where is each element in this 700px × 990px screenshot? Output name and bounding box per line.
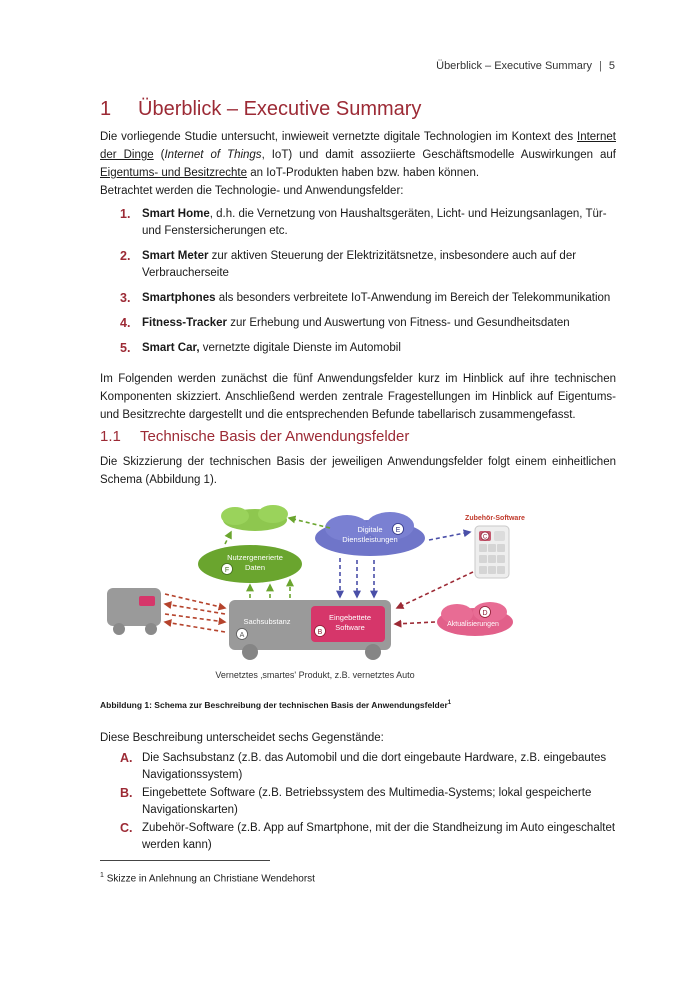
- list-item: [120, 750, 616, 784]
- accessory-software: [465, 515, 525, 578]
- intro-text-1: Die vorliegende Studie untersucht, inwieweit vernetzte digitale Technologien im Kontext des: [100, 131, 577, 143]
- running-title: Überblick – Executive Summary: [436, 60, 593, 72]
- field-text: zur Erhebung und Auswertung von Fitness- und Gesundheitsdaten: [227, 317, 570, 329]
- list-item: [120, 290, 616, 307]
- letter-e: E: [395, 527, 401, 534]
- intro-text-2: (: [153, 149, 165, 161]
- footnote-number: 1: [100, 872, 104, 879]
- list-item: [120, 248, 616, 282]
- field-text: vernetzte digitale Dienste im Automobil: [199, 342, 401, 354]
- figure-caption: [100, 700, 451, 710]
- link-internet-der-dinge[interactable]: Internet der Dinge: [100, 131, 616, 161]
- letter-c: C: [482, 534, 488, 541]
- external-device: [107, 588, 161, 635]
- field-text: als besonders verbreitete IoT-Anwendung im Bereich der Telekommunikation: [215, 292, 611, 304]
- component-text: Zubehör-Software (z.B. App auf Smartphone, mit der die Standheizung im Auto eingeschaltet werden kann): [142, 822, 616, 851]
- section-heading: [100, 98, 421, 121]
- list-marker: 4.: [120, 316, 131, 330]
- list-marker: 2.: [120, 249, 131, 263]
- running-header: Überblick – Executive Summary | 5: [436, 60, 615, 72]
- fields-list: [120, 206, 616, 365]
- component-text: Eingebettete Software (z.B. Betriebssystem des Multimedia-Systems; lokal gespeicherte Navigationskarten): [142, 787, 592, 816]
- subsection-number: 1.1: [100, 428, 121, 445]
- list-item: [120, 820, 616, 854]
- list-marker: B.: [120, 786, 133, 800]
- letter-a: A: [239, 632, 245, 639]
- list-marker: 3.: [120, 291, 131, 305]
- embedded-label-2: Software: [335, 623, 365, 632]
- services-cloud: [315, 512, 425, 556]
- intro-italic: Internet of Things: [164, 149, 262, 161]
- embedded-label: Eingebettete: [328, 613, 372, 622]
- data-cloud: [221, 505, 288, 531]
- services-label: Digitale: [357, 525, 383, 534]
- letter-d: D: [482, 610, 488, 617]
- list-item: [120, 785, 616, 819]
- updates-cloud: [437, 602, 513, 636]
- components-list: [120, 750, 616, 855]
- list-marker: 5.: [120, 341, 131, 355]
- section-number: 1: [100, 98, 112, 120]
- page-number: 5: [608, 60, 615, 72]
- substance-label: Sachsubstanz: [243, 617, 291, 626]
- letter-f: F: [224, 567, 230, 574]
- intro-text-4: an IoT-Produkten haben bzw. haben können.: [247, 167, 480, 179]
- footnote: [100, 872, 315, 884]
- summary-paragraph: Im Folgenden werden zunächst die fünf Anwendungsfelder kurz im Hinblick auf ihre technischen Komponenten skizziert. Anschließend werden zentrale Fragestellungen im Hinblick auf Eigentums- und Besitzrechte dargestellt und die entsprechenden Befunde tabellarisch zusammengefasst.: [100, 373, 616, 421]
- list-marker: C.: [120, 821, 133, 835]
- section-title: Überblick – Executive Summary: [138, 98, 422, 120]
- field-term: Fitness-Tracker: [142, 317, 228, 329]
- list-item: [120, 315, 616, 332]
- list-marker: A.: [120, 751, 133, 765]
- field-term: Smart Home: [142, 208, 210, 220]
- list-marker: 1.: [120, 207, 131, 221]
- footnote-divider: [100, 860, 270, 861]
- user-data-label-2: Daten: [244, 563, 266, 572]
- user-data-node: [198, 545, 302, 583]
- figure-subtitle: Vernetztes ‚smartes' Produkt, z.B. vernetztes Auto: [215, 670, 415, 680]
- field-text: , d.h. die Vernetzung von Haushaltsgeräten, Licht- und Heizungsanlagen, Tür- und Fenstersicherungen etc.: [142, 208, 607, 237]
- subsection-heading: [100, 428, 409, 445]
- services-label-2: Dienstleistungen: [342, 535, 398, 544]
- components-intro: Diese Beschreibung unterscheidet sechs Gegenstände:: [100, 732, 384, 744]
- intro-text-3: , IoT) und damit assoziierte Geschäftsmodelle Auswirkungen auf: [261, 149, 616, 161]
- footnote-text: Skizze in Anlehnung an Christiane Wendehorst: [106, 873, 315, 885]
- subsection-title: Technische Basis der Anwendungsfelder: [140, 428, 410, 445]
- list-item: [120, 340, 616, 357]
- footnote-ref[interactable]: 1: [447, 700, 452, 707]
- field-term: Smart Meter: [142, 250, 209, 262]
- caption-text: Abbildung 1: Schema zur Beschreibung der technischen Basis der Anwendungsfelder: [100, 700, 448, 710]
- field-term: Smartphones: [142, 292, 216, 304]
- subsection-paragraph: Die Skizzierung der technischen Basis der jeweiligen Anwendungsfelder folgt einem einheitlichen Schema (Abbildung 1).: [100, 456, 616, 486]
- iot-schema-figure: [105, 500, 525, 690]
- list-item: [120, 206, 616, 240]
- user-data-label: Nutzergenerierte: [227, 553, 283, 562]
- field-term: Smart Car,: [142, 342, 200, 354]
- component-text: Die Sachsubstanz (z.B. das Automobil und die dort eingebaute Hardware, z.B. eingebautes Navigationssystem): [142, 752, 607, 781]
- field-text: zur aktiven Steuerung der Elektrizitätsnetze, insbesondere auch auf der Verbraucherseite: [142, 250, 577, 279]
- updates-label: Aktualisierungen: [447, 621, 499, 628]
- fields-intro: Betrachtet werden die Technologie- und Anwendungsfelder:: [100, 185, 404, 197]
- accessory-label: Zubehör-Software: [465, 515, 525, 522]
- letter-b: B: [317, 629, 323, 636]
- link-eigentumsrechte[interactable]: Eigentums- und Besitzrechte: [100, 167, 248, 179]
- substance-block: [229, 600, 391, 660]
- intro-paragraph: [100, 128, 616, 182]
